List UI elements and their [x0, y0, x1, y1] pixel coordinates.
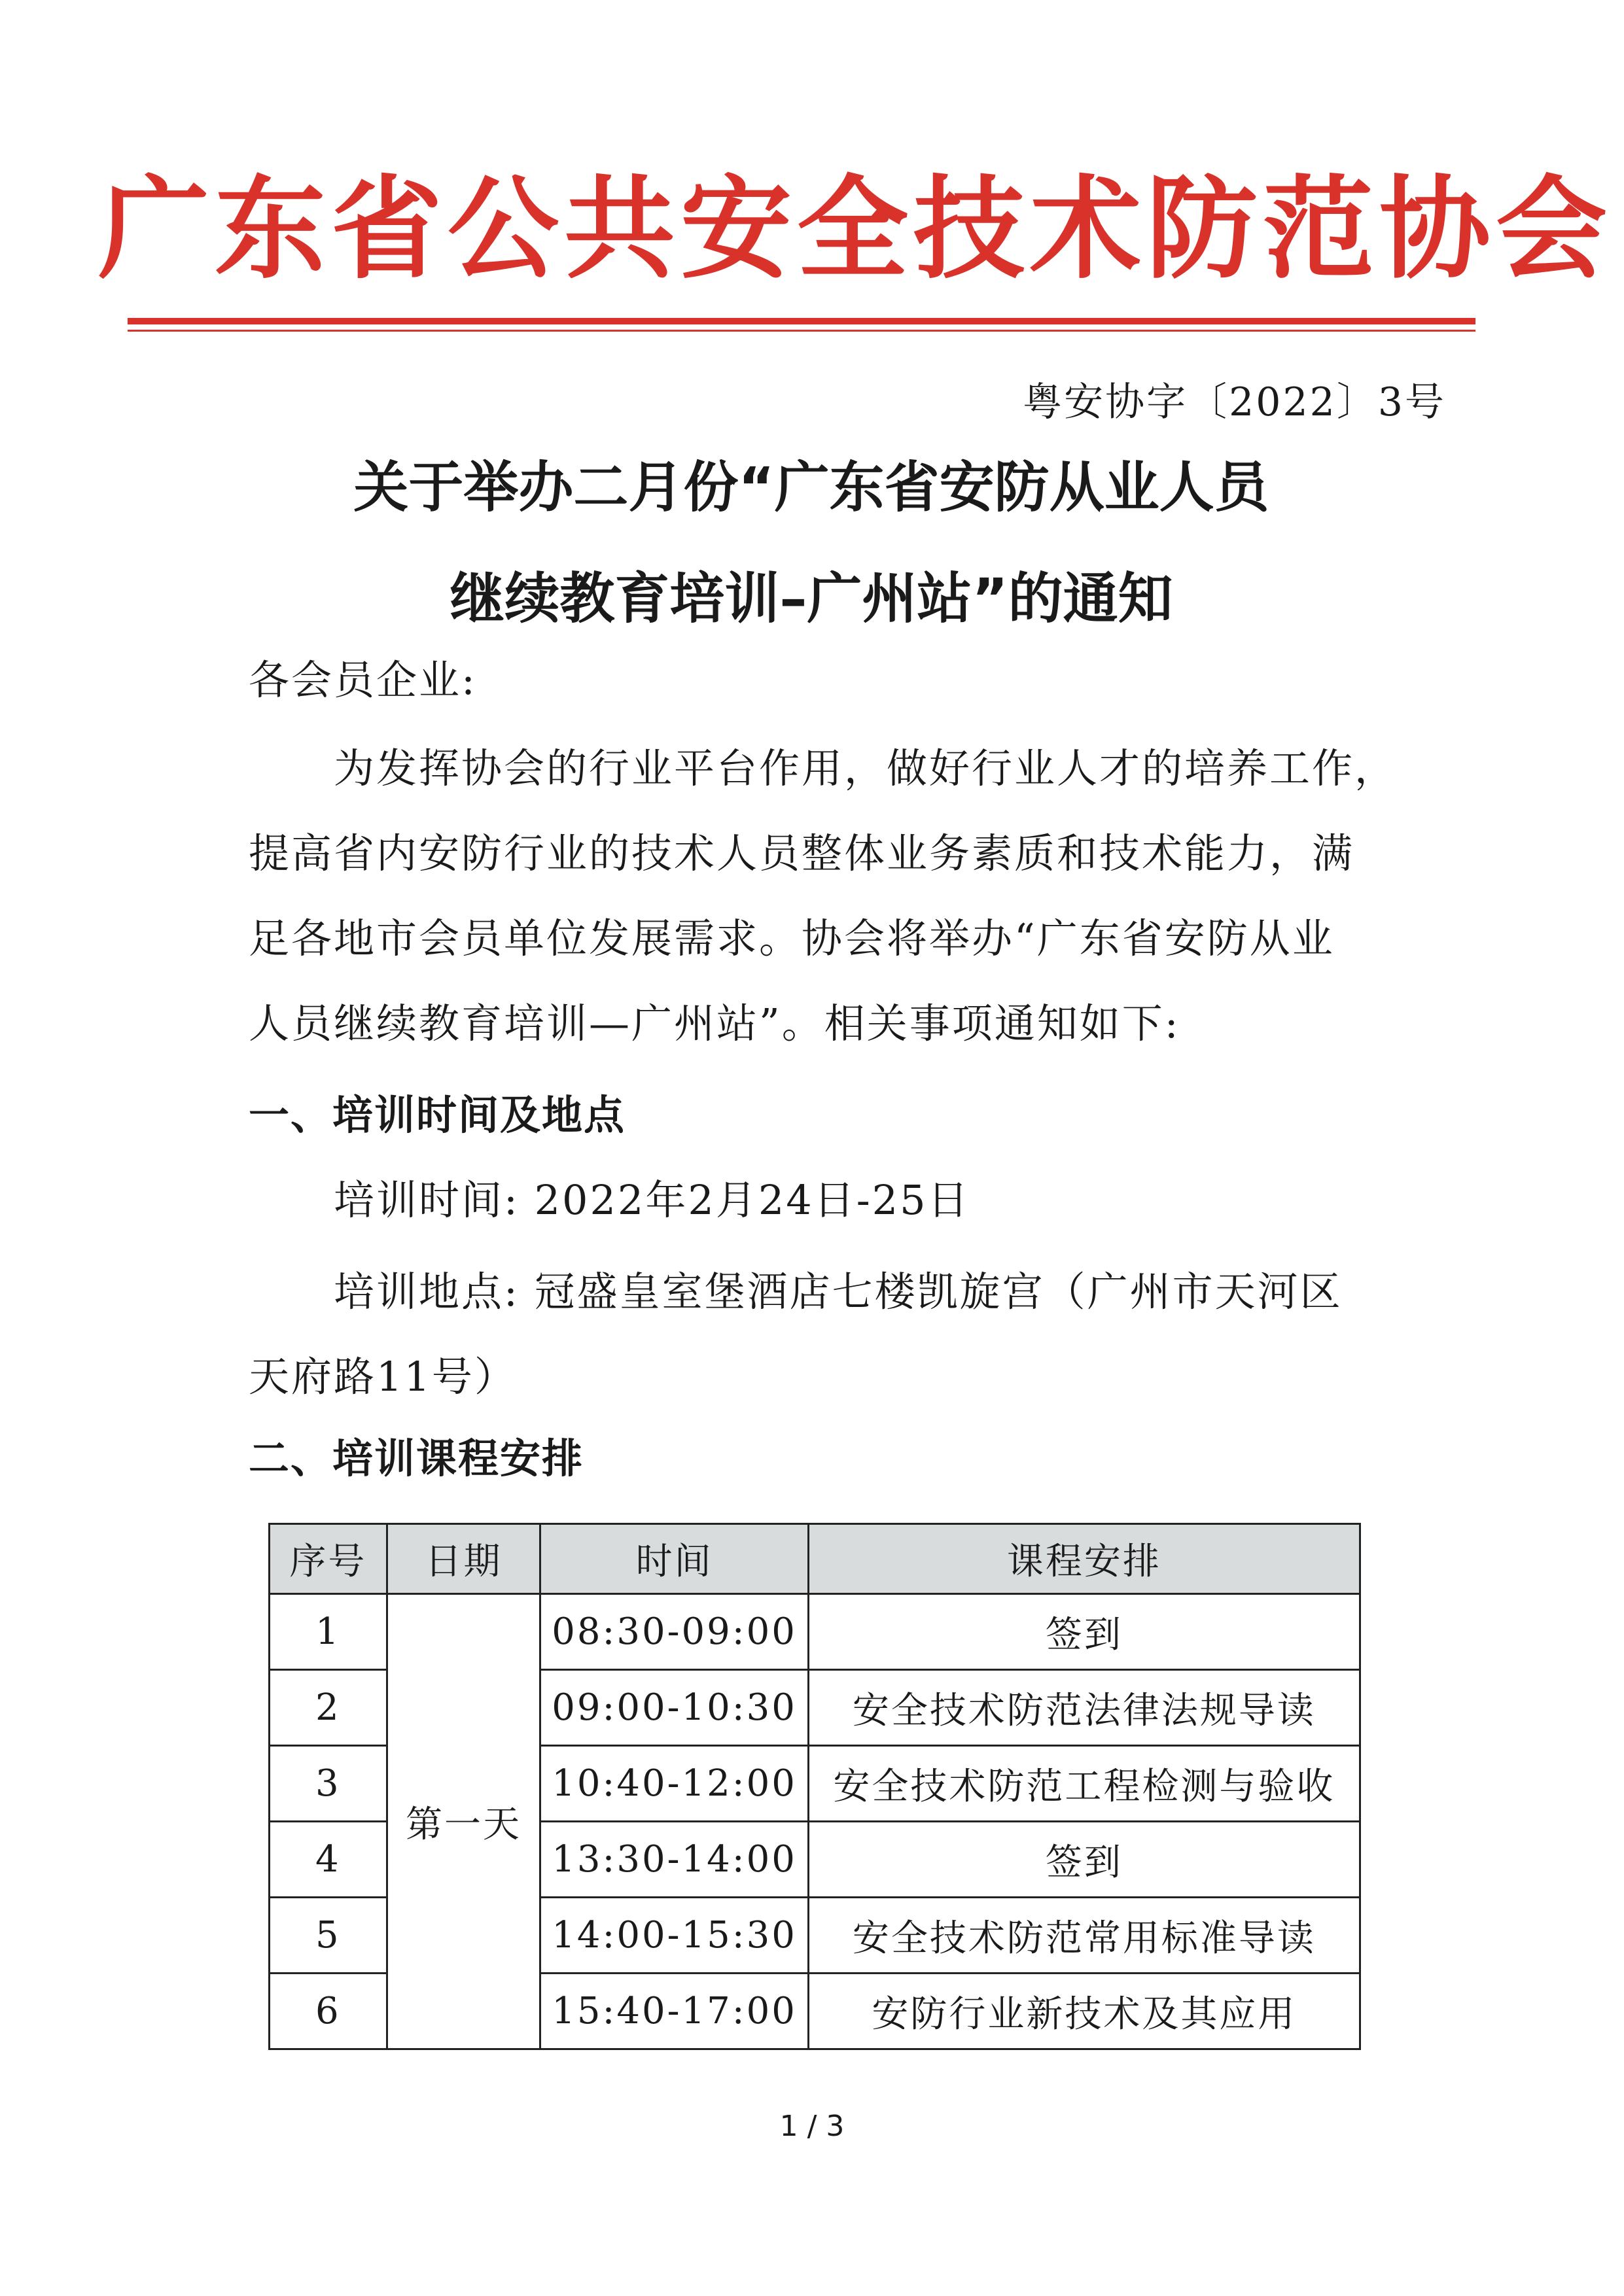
cell-day: 第一天 — [387, 1594, 540, 2049]
cell-no: 4 — [270, 1822, 387, 1898]
cell-time: 14:00-15:30 — [540, 1898, 809, 1974]
cell-time: 15:40-17:00 — [540, 1974, 809, 2049]
cell-time: 10:40-12:00 — [540, 1746, 809, 1822]
header-date: 日期 — [387, 1524, 540, 1594]
cell-course: 安全技术防范常用标准导读 — [808, 1898, 1360, 1974]
cell-course: 安全技术防范工程检测与验收 — [808, 1746, 1360, 1822]
cell-no: 2 — [270, 1670, 387, 1746]
salutation: 各会员企业: — [249, 656, 477, 704]
intro-line: 人员继续教育培训—广州站”。相关事项通知如下: — [249, 1000, 1180, 1047]
notice-title-line-2: 继续教育培训–广州站”的通知 — [450, 566, 1173, 631]
cell-course: 签到 — [808, 1822, 1360, 1898]
cell-no: 5 — [270, 1898, 387, 1974]
letterhead-rule-thick — [128, 318, 1475, 324]
cell-course: 签到 — [808, 1594, 1360, 1670]
intro-line: 为发挥协会的行业平台作用，做好行业人才的培养工作， — [334, 744, 1398, 792]
section-heading-schedule: 二、培训课程安排 — [249, 1435, 584, 1482]
page-indicator: 1 / 3 — [779, 2110, 845, 2143]
cell-no: 3 — [270, 1746, 387, 1822]
training-place-continued: 天府路11号） — [249, 1353, 517, 1400]
cell-time: 08:30-09:00 — [540, 1594, 809, 1670]
header-no: 序号 — [270, 1524, 387, 1594]
table-row — [270, 1594, 1360, 1670]
letterhead-rule-thin — [128, 330, 1475, 332]
intro-line: 提高省内安防行业的技术人员整体业务素质和技术能力，满 — [249, 829, 1355, 877]
document-number: 粤安协字〔2022〕3号 — [1023, 379, 1446, 425]
cell-time: 13:30-14:00 — [540, 1822, 809, 1898]
training-place: 培训地点: 冠盛皇室堡酒店七楼凯旋宫（广州市天河区 — [334, 1268, 1343, 1315]
section-heading-time-place: 一、培训时间及地点 — [249, 1091, 626, 1139]
schedule-table — [268, 1523, 1361, 2050]
notice-title-line-1: 关于举办二月份“广东省安防从业人员 — [353, 455, 1269, 519]
cell-course: 安防行业新技术及其应用 — [808, 1974, 1360, 2049]
cell-course: 安全技术防范法律法规导读 — [808, 1670, 1360, 1746]
cell-no: 6 — [270, 1974, 387, 2049]
intro-line: 足各地市会员单位发展需求。协会将举办“广东省安防从业 — [249, 914, 1335, 962]
header-time: 时间 — [540, 1524, 809, 1594]
training-time: 培训时间: 2022年2月24日-25日 — [334, 1176, 970, 1224]
header-course: 课程安排 — [808, 1524, 1360, 1594]
cell-no: 1 — [270, 1594, 387, 1670]
cell-time: 09:00-10:30 — [540, 1670, 809, 1746]
org-letterhead-title: 广东省公共安全技术防范协会 — [98, 164, 1613, 294]
table-header-row — [270, 1524, 1360, 1594]
